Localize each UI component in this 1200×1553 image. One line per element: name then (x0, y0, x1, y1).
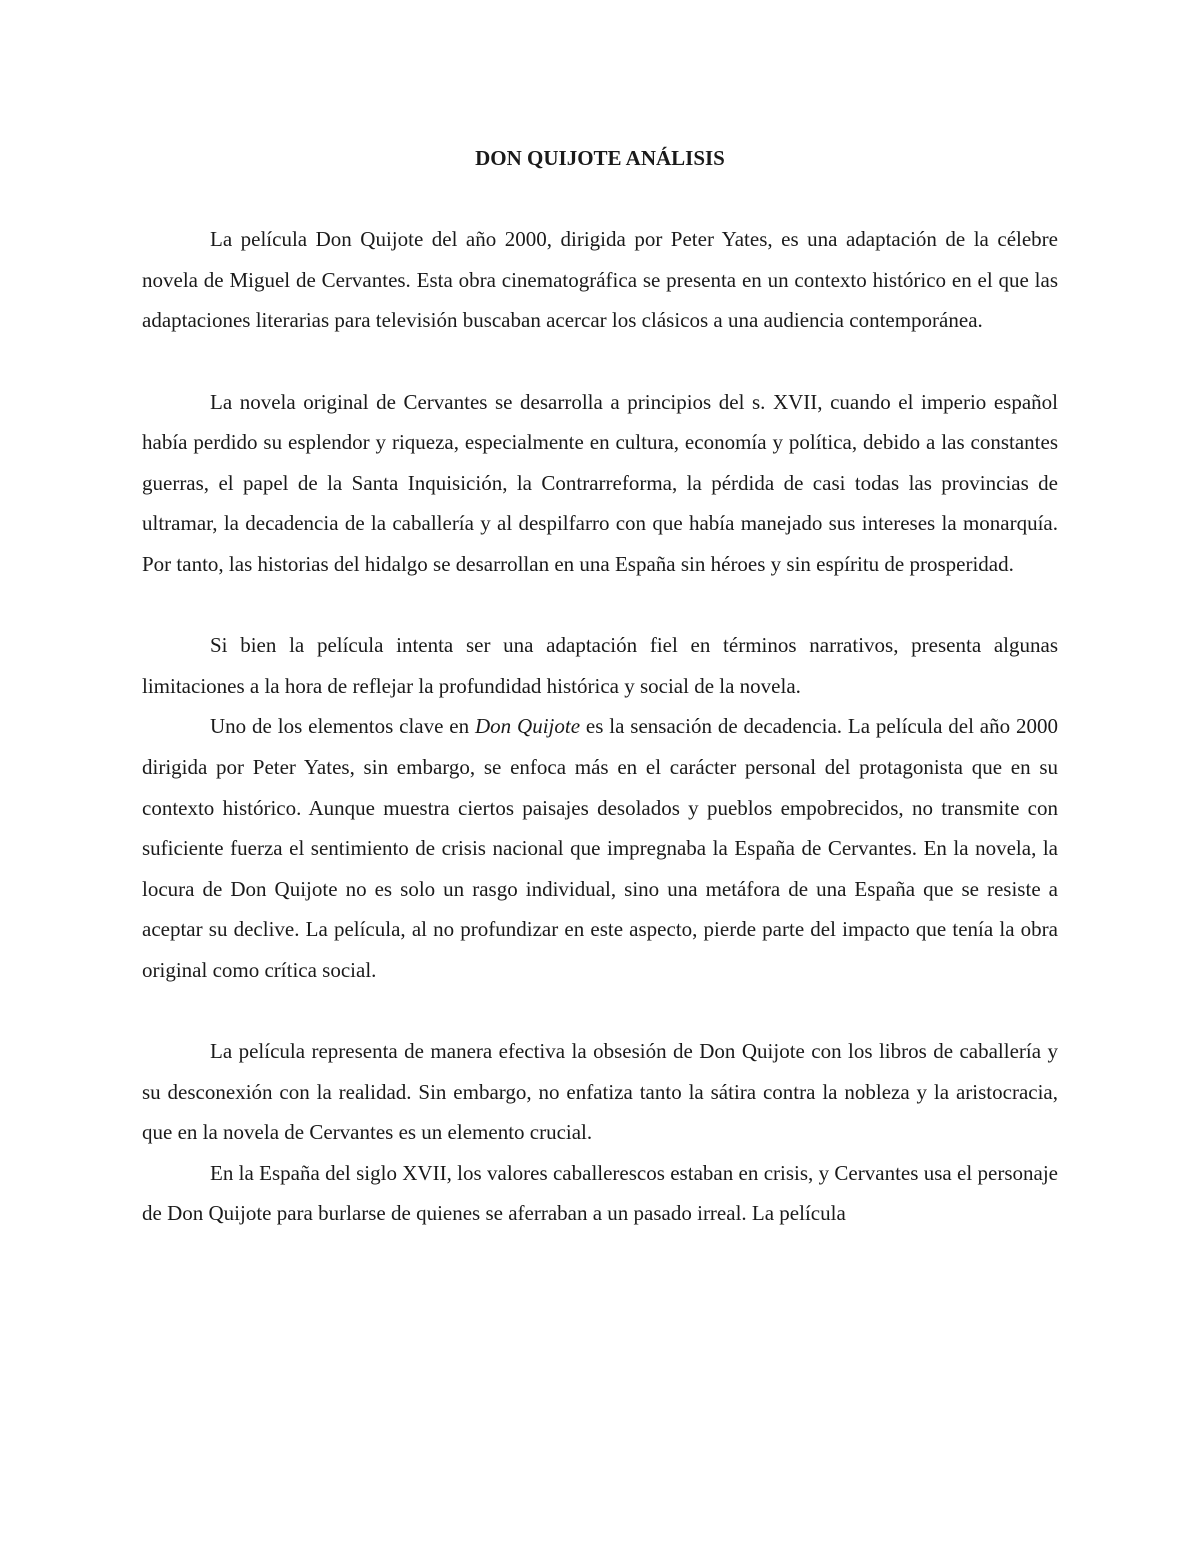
paragraph-historical-context: La novela original de Cervantes se desarrolla a principios del s. XVII, cuando el imperio español había perdido su esplendor y riqueza, especialmente en cultura, economía y política, debido a las constantes guerras, el papel de la Santa Inquisición, la Contrarreforma, la pérdida de casi todas las provincias de ultramar, la decadencia de la caballería y al despilfarro con que había manejado sus intereses la monarquía. Por tanto, las historias del hidalgo se desarrollan en una España sin héroes y sin espíritu de prosperidad. (142, 389, 1058, 576)
paragraph-decadence (142, 706, 1058, 990)
paragraph-chivalric-values: En la España del siglo XVII, los valores caballerescos estaban en crisis, y Cervantes usa el personaje de Don Quijote para burlarse de quienes se aferraban a un pasado irreal. La película (142, 1160, 1058, 1226)
document-title: DON QUIJOTE ANÁLISIS (475, 146, 725, 170)
paragraph-decadence-text-end: es la sensación de decadencia. La película del año 2000 dirigida por Peter Yates, sin embargo, se enfoca más en el carácter personal del protagonista que en su contexto histórico. Aunque muestra ciertos paisajes desolados y pueblos empobrecidos, no transmite con suficiente fuerza el sentimiento de crisis nacional que impregnaba la España de Cervantes. En la novela, la locura de Don Quijote no es solo un rasgo individual, sino una metáfora de una España que se resiste a aceptar su declive. La película, al no profundizar en este aspecto, pierde parte del impacto que tenía la obra original como crítica social. (142, 714, 1058, 982)
paragraph-obsession: La película representa de manera efectiva la obsesión de Don Quijote con los libros de caballería y su desconexión con la realidad. Sin embargo, no enfatiza tanto la sátira contra la nobleza y la aristocracia, que en la novela de Cervantes es un elemento crucial. (142, 1039, 1058, 1145)
book-title-italic: Don Quijote (475, 714, 581, 739)
paragraph-adaptation-limitations: Si bien la película intenta ser una adaptación fiel en términos narrativos, presenta algunas limitaciones a la hora de reflejar la profundidad histórica y social de la novela. (142, 633, 1058, 698)
paragraph-decadence-text-start: Uno de los elementos clave en (210, 714, 475, 739)
document-body (142, 138, 1058, 1234)
paragraph-introduction: La película Don Quijote del año 2000, dirigida por Peter Yates, es una adaptación de la célebre novela de Miguel de Cervantes. Esta obra cinematográfica se presenta en un contexto histórico en el que las adaptaciones literarias para televisión buscaban acercar los clásicos a una audiencia contemporánea. (142, 227, 1058, 333)
